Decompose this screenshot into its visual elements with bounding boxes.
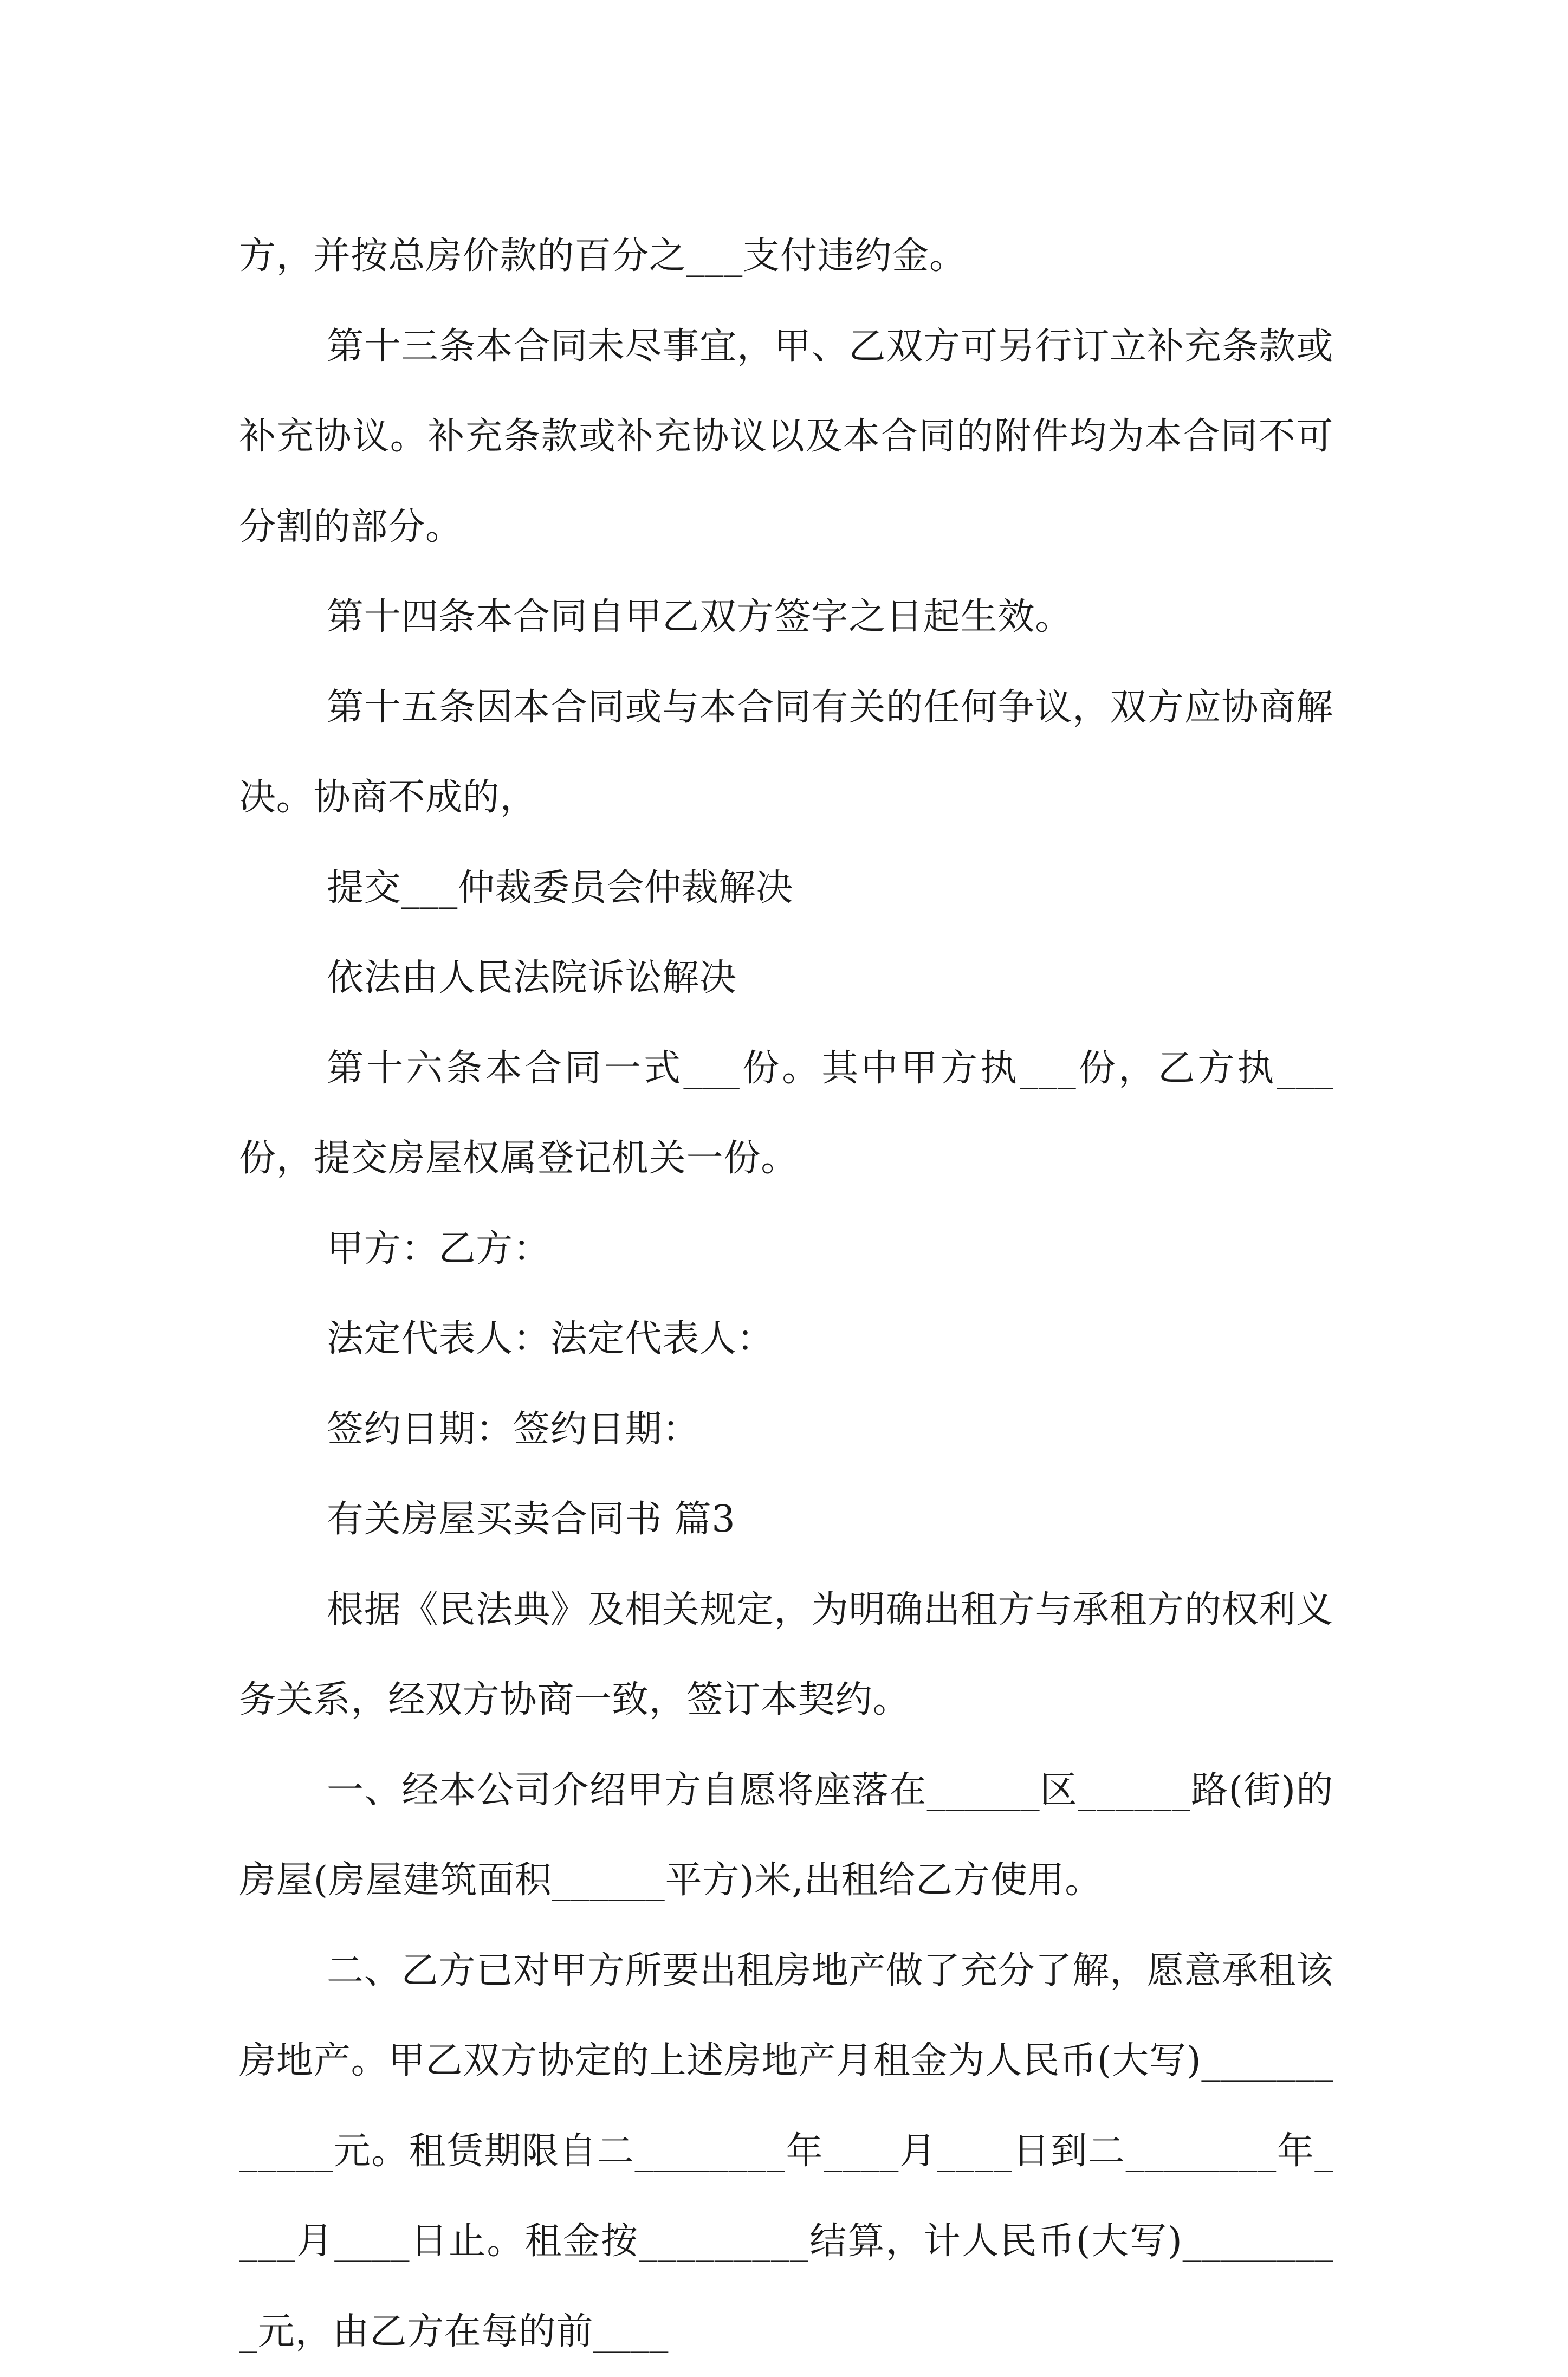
paragraph-preamble: 根据《民法典》及相关规定，为明确出租方与承租方的权利义务关系，经双方协商一致，签订本契约。 [239,1565,1333,1746]
paragraph-clause-2: 二、乙方已对甲方所要出租房地产做了充分了解，愿意承租该房地产。甲乙双方协定的上述房地产月租金为人民币(大写)____________元。租赁期限自二________年____月____日到二________年____月____日止。租金按_________结算，计人民币(大写)_________元，由乙方在每的前____ [239,1926,1333,2377]
document-body [239,211,1333,2377]
paragraph-article-13: 第十三条本合同未尽事宜，甲、乙双方可另行订立补充条款或补充协议。补充条款或补充协议以及本合同的附件均为本合同不可分割的部分。 [239,302,1333,573]
paragraph-article-16: 第十六条本合同一式___份。其中甲方执___份，乙方执___份，提交房屋权属登记机关一份。 [239,1024,1333,1204]
paragraph-litigation-option: 依法由人民法院诉讼解决 [239,933,1333,1024]
signature-parties: 甲方：乙方： [239,1204,1333,1295]
paragraph-clause-1: 一、经本公司介绍甲方自愿将座落在______区______路(街)的房屋(房屋建筑面积______平方)米,出租给乙方使用。 [239,1746,1333,1926]
paragraph-article-14: 第十四条本合同自甲乙双方签字之日起生效。 [239,572,1333,663]
signature-dates: 签约日期：签约日期： [239,1385,1333,1475]
section-heading: 有关房屋买卖合同书 篇3 [239,1475,1333,1565]
paragraph-article-15: 第十五条因本合同或与本合同有关的任何争议，双方应协商解决。协商不成的， [239,663,1333,843]
paragraph-1: 方，并按总房价款的百分之___支付违约金。 [239,211,1333,302]
signature-representatives: 法定代表人：法定代表人： [239,1294,1333,1385]
paragraph-arbitration-option: 提交___仲裁委员会仲裁解决 [239,843,1333,934]
